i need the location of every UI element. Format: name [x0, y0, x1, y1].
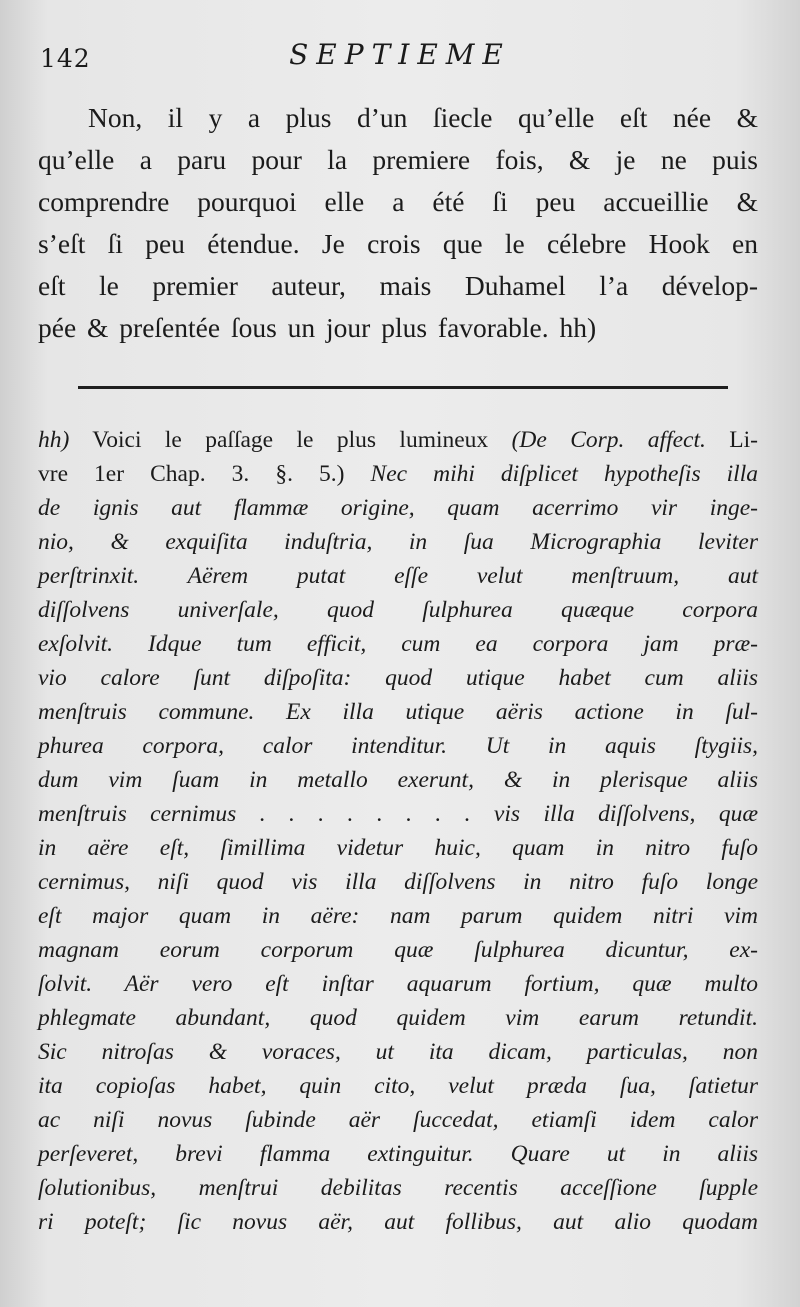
main-line: comprendre pourquoi elle a été ſi peu accueillie &	[38, 186, 758, 217]
footnote-quote-text: Nec mihi diſplicet hypotheſis illa	[370, 461, 758, 487]
footnote-marker: hh)	[38, 427, 70, 453]
footnote-line	[38, 457, 758, 491]
footnote	[38, 423, 758, 1239]
footnote-line: exſolvit. Idque tum efficit, cum ea corpora jam præ-	[38, 631, 758, 657]
footnote-line: ri poteſt; ſic novus aër, aut follibus, aut alio quodam	[38, 1209, 758, 1235]
footnote-line: cernimus, niſi quod vis illa diſſolvens in nitro fuſo longe	[38, 869, 758, 895]
footnote-line: perſeveret, brevi flamma extinguitur. Quare ut in aliis	[38, 1141, 758, 1167]
footnote-line: eſt major quam in aëre: nam parum quidem nitri vim	[38, 903, 758, 929]
footnote-roman-text: vre 1er Chap. 3. §. 5.)	[38, 461, 371, 487]
footnote-line: phurea corpora, calor intenditur. Ut in aquis ſtygiis,	[38, 733, 758, 759]
footnote-line: ita copioſas habet, quin cito, velut præda ſua, ſatietur	[38, 1073, 758, 1099]
footnote-line: phlegmate abundant, quod quidem vim earum retundit.	[38, 1005, 758, 1031]
main-line: Non, il y a plus d’un ſiecle qu’elle eſt née &	[88, 102, 758, 133]
footnote-separator-rule	[78, 386, 728, 389]
page-number: 142	[40, 44, 91, 73]
footnote-line: ſolvit. Aër vero eſt inſtar aquarum fortium, quæ multo	[38, 971, 758, 997]
footnote-citation: (De Corp. affect.	[511, 427, 706, 453]
footnote-line: Sic nitroſas & voraces, ut ita dicam, particulas, non	[38, 1039, 758, 1065]
main-line: qu’elle a paru pour la premiere fois, & je ne puis	[38, 144, 758, 175]
main-line: pée & preſentée ſous un jour plus favorable. hh)	[38, 312, 597, 343]
page-header	[0, 38, 800, 78]
footnote-line: menſtruis cernimus . . . . . . . . vis illa diſſolvens, quæ	[38, 801, 758, 827]
footnote-roman-text: Li-	[705, 427, 758, 453]
footnote-line: ac niſi novus ſubinde aër ſuccedat, etiamſi idem calor	[38, 1107, 758, 1133]
footnote-line: perſtrinxit. Aërem putat eſſe velut menſtruum, aut	[38, 563, 758, 589]
footnote-line: in aëre eſt, ſimillima videtur huic, quam in nitro fuſo	[38, 835, 758, 861]
main-line: eſt le premier auteur, mais Duhamel l’a dévelop-	[38, 270, 758, 301]
footnote-line	[38, 423, 758, 457]
footnote-line: diſſolvens univerſale, quod ſulphurea quæque corpora	[38, 597, 758, 623]
footnote-line: menſtruis commune. Ex illa utique aëris actione in ſul-	[38, 699, 758, 725]
footnote-line: ſolutionibus, menſtrui debilitas recentis acceſſione ſupple	[38, 1175, 758, 1201]
footnote-line: dum vim ſuam in metallo exerunt, & in plerisque aliis	[38, 767, 758, 793]
footnote-line: magnam eorum corporum quæ ſulphurea dicuntur, ex-	[38, 937, 758, 963]
main-line: s’eſt ſi peu étendue. Je crois que le célebre Hook en	[38, 228, 758, 259]
footnote-roman-text: Voici le paſſage le plus lumineux	[69, 427, 512, 453]
footnote-line: vio calore ſunt diſpoſita: quod utique habet cum aliis	[38, 665, 758, 691]
footnote-line: de ignis aut flammæ origine, quam acerrimo vir inge-	[38, 495, 758, 521]
main-paragraph	[38, 97, 758, 349]
running-head: SEPTIEME	[289, 38, 511, 71]
footnote-line: nio, & exquiſita induſtria, in ſua Micrographia leviter	[38, 529, 758, 555]
